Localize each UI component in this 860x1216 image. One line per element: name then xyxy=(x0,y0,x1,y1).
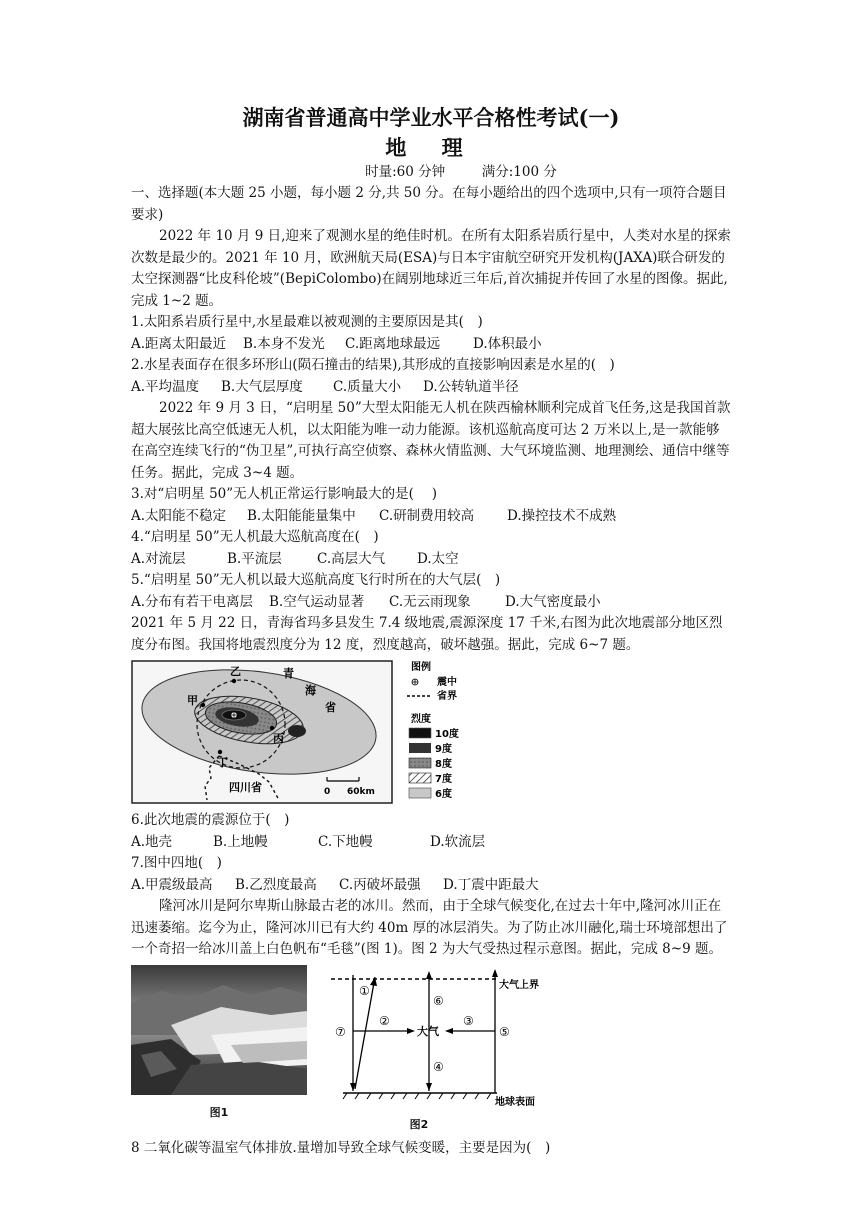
legend-swatch-10 xyxy=(409,728,431,738)
exam-info xyxy=(191,162,731,183)
option-b: B.空气运动显著 xyxy=(269,593,365,610)
question-8-stem: 8 二氧化碳等温室气体排放.量增加导致全球气候变暖，主要是因为( ) xyxy=(131,1139,551,1156)
option-b: B.上地幔 xyxy=(213,833,268,850)
option-d: D.软流层 xyxy=(430,833,486,850)
option-b: B.大气层厚度 xyxy=(221,378,303,395)
legend-level-7: 7度 xyxy=(435,774,452,785)
qinghai-char-1: 青 xyxy=(283,667,294,680)
option-d: D.操控技术不成熟 xyxy=(507,507,617,524)
atmosphere-heating-diagram xyxy=(329,965,561,1107)
glacier-photo xyxy=(131,965,307,1095)
option-d: D.丁震中距最大 xyxy=(443,876,539,893)
ground-hatching xyxy=(343,1093,491,1099)
intensity-title: 烈度 xyxy=(411,714,431,725)
figure-1-caption: 图1 xyxy=(209,1106,229,1119)
score-info: 满分:100 分 xyxy=(481,164,557,180)
question-4-options xyxy=(131,549,731,571)
time-info: 时量:60 分钟 xyxy=(365,164,446,180)
legend-level-8: 8度 xyxy=(435,759,452,770)
option-b: B.平流层 xyxy=(227,550,282,567)
option-b: B.太阳能能量集中 xyxy=(247,507,356,524)
figure-2-caption: 图2 xyxy=(409,1118,429,1131)
legend-epicenter-icon xyxy=(412,679,418,685)
arrow-5-head xyxy=(492,969,498,977)
arrow-2-head xyxy=(407,1028,415,1034)
subject-title: 地 理 xyxy=(385,135,477,160)
question-2-options xyxy=(131,377,731,399)
passage-4: 隆河冰川是阿尔卑斯山脉最古老的冰川。然而，由于全球气候变化,在过去十年中,隆河冰川正在迅速萎缩。迄今为止，隆河冰川已有大约 40m 厚的冰层消失。为了防止冰川融化,瑞士环境部想出了一个奇招一给冰川盖上白色帆布“毛毯”(图 1)。图 2 为大气受热过程示意图。据此，完成 8~9 题。 xyxy=(131,898,728,957)
option-a: A.距离太阳最近 xyxy=(131,335,227,352)
point-yi-label: 乙 xyxy=(230,665,241,678)
map-legend xyxy=(397,660,481,806)
question-4-stem: 4.“启明星 50”无人机最大巡航高度在( ) xyxy=(131,529,379,545)
option-d: D.太空 xyxy=(417,550,459,567)
earthquake-intensity-map xyxy=(131,660,731,806)
legend-boundary: 省界 xyxy=(437,691,457,702)
question-6-options xyxy=(131,832,731,854)
legend-epicenter: 震中 xyxy=(437,677,457,688)
figure-2 xyxy=(329,965,561,1136)
point-yi-marker xyxy=(232,679,236,683)
legend-swatch-9 xyxy=(409,743,431,753)
question-3-options xyxy=(131,506,731,528)
question-7-stem: 7.图中四地( ) xyxy=(131,855,222,871)
option-a: A.甲震级最高 xyxy=(131,876,213,893)
exam-page xyxy=(131,104,731,1159)
question-5-options xyxy=(131,592,731,614)
question-7-options xyxy=(131,875,731,897)
marker-3: ③ xyxy=(463,1013,474,1028)
option-a: A.地壳 xyxy=(131,833,173,850)
question-6-stem: 6.此次地震的震源位于( ) xyxy=(131,812,290,828)
passage-2: 2022 年 9 月 3 日，“启明星 50”大型太阳能无人机在陕西榆林顺利完成首飞任务,这是我国首款超大展弦比高空低速无人机，以太阳能为唯一动力能源。该机巡航高度可达 2 万米以上,是一款能够在高空连续飞行的“伪卫星”,可执行高空侦察、森林火情监测、大气环境监测、地理测绘、通信中继等任务。据此，完成 3~4 题。 xyxy=(131,400,731,481)
option-c: C.高层大气 xyxy=(317,550,386,567)
atmosphere-top-label: 大气上界 xyxy=(499,979,539,991)
legend-swatch-8 xyxy=(409,758,431,768)
epicenter-icon xyxy=(231,712,237,718)
qinghai-char-3: 省 xyxy=(325,701,336,714)
marker-1: ① xyxy=(359,983,370,998)
option-a: A.对流层 xyxy=(131,550,186,567)
arrow-4-head xyxy=(426,1083,432,1091)
arrow-3-head xyxy=(445,1028,453,1034)
option-d: D.公转轨道半径 xyxy=(423,378,519,395)
sichuan-label: 四川省 xyxy=(229,781,262,794)
point-ding-label: 丁 xyxy=(217,756,228,769)
marker-2: ② xyxy=(379,1013,390,1028)
option-c: C.下地幔 xyxy=(318,833,373,850)
option-d: D.大气密度最小 xyxy=(505,593,601,610)
scale-distance: 60km xyxy=(347,787,375,797)
section-heading: 一、选择题(本大题 25 小题，每小题 2 分,共 50 分。在每小题给出的四个选项中,只有一项符合题目要求) xyxy=(131,185,727,223)
question-2-stem: 2.水星表面存在很多环形山(陨石撞击的结果),其形成的直接影响因素是水星的( ) xyxy=(131,357,615,373)
legend-title: 图例 xyxy=(411,662,431,673)
option-b: B.乙烈度最高 xyxy=(235,876,317,893)
question-1-stem: 1.太阳系岩质行星中,水星最难以被观测的主要原因是其( ) xyxy=(131,314,483,330)
point-jia-label: 甲 xyxy=(187,694,198,707)
marker-6: ⑥ xyxy=(433,993,444,1008)
point-jia-marker xyxy=(201,703,205,707)
point-ding-marker xyxy=(218,750,222,754)
marker-4: ④ xyxy=(433,1059,444,1074)
exam-title: 湖南省普通高中学业水平合格性考试(一) xyxy=(242,105,620,130)
question-5-stem: 5.“启明星 50”无人机以最大巡航高度飞行时所在的大气层( ) xyxy=(131,572,501,588)
earth-surface-label: 地球表面 xyxy=(495,1096,535,1107)
option-a: A.太阳能不稳定 xyxy=(131,507,227,524)
option-c: C.无云雨现象 xyxy=(389,593,471,610)
option-d: D.体积最小 xyxy=(473,335,542,352)
question-1-options xyxy=(131,334,731,356)
marker-7: ⑦ xyxy=(335,1024,346,1039)
option-c: C.研制费用较高 xyxy=(379,507,475,524)
arrow-6-head xyxy=(426,971,432,979)
question-3-stem: 3.对“启明星 50”无人机正常运行影响最大的是( ) xyxy=(131,486,437,502)
secondary-intensity-patch xyxy=(288,725,306,737)
atmosphere-label: 大气 xyxy=(417,1024,439,1038)
point-bing-label: 丙 xyxy=(273,732,284,745)
legend-swatch-6 xyxy=(409,788,431,798)
intensity-map-frame xyxy=(131,660,393,804)
legend-level-10: 10度 xyxy=(435,729,459,740)
option-a: A.分布有若干电离层 xyxy=(131,593,254,610)
qinghai-char-2: 海 xyxy=(305,684,316,697)
option-a: A.平均温度 xyxy=(131,378,200,395)
point-bing-marker xyxy=(270,726,274,730)
marker-5: ⑤ xyxy=(499,1024,510,1039)
legend-level-6: 6度 xyxy=(435,789,452,800)
passage-3: 2021 年 5 月 22 日，青海省玛多县发生 7.4 级地震,震源深度 17 千米,右图为此次地震部分地区烈度分布图。我国将地震烈度分为 12 度，烈度越高，破坏越强。据此，完成 6~7 题。 xyxy=(131,615,723,653)
option-c: C.质量大小 xyxy=(333,378,402,395)
passage-1: 2022 年 10 月 9 日,迎来了观测水星的绝佳时机。在所有太阳系岩质行星中，人类对水星的探索次数是最少的。2021 年 10 月，欧洲航天局(ESA)与日本宇宙航空研究开发机构(JAXA)联合研发的太空探测器“比皮科伦坡”(BepiColombo)在阔别地球近三年后,首次捕捉并传回了水星的图像。据此,完成 1~2 题。 xyxy=(131,228,731,309)
figures-row xyxy=(131,965,731,1136)
option-c: C.距离地球最远 xyxy=(345,335,441,352)
legend-level-9: 9度 xyxy=(435,744,452,755)
scale-zero: 0 xyxy=(324,787,331,797)
option-b: B.本身不发光 xyxy=(243,335,325,352)
option-c: C.丙破坏最强 xyxy=(339,876,421,893)
legend-swatch-7 xyxy=(409,773,431,783)
figure-1 xyxy=(131,965,307,1124)
